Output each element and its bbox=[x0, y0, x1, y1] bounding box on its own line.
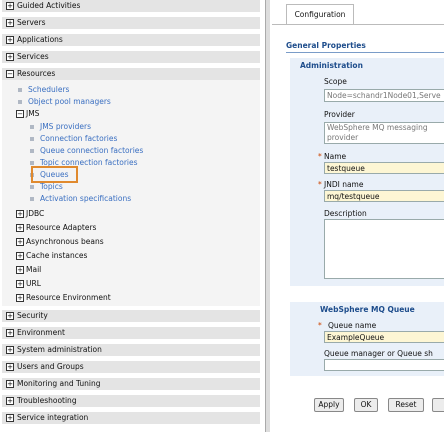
scope-field: Node=schandr1Node01,Serve bbox=[324, 89, 444, 102]
nav-servers[interactable]: + Servers bbox=[2, 17, 260, 30]
nav-jms[interactable]: JMS bbox=[26, 109, 40, 118]
ok-button[interactable]: OK bbox=[354, 398, 378, 412]
jndi-name-input[interactable]: mq/testqueue bbox=[324, 190, 444, 202]
required-marker: * bbox=[318, 321, 322, 330]
nav-services[interactable]: + Services bbox=[2, 51, 260, 64]
expand-icon[interactable]: + bbox=[7, 2, 13, 10]
expand-icon[interactable]: + bbox=[7, 19, 13, 27]
apply-button[interactable]: Apply bbox=[314, 398, 344, 412]
pane-divider[interactable] bbox=[265, 0, 270, 432]
expand-icon[interactable]: + bbox=[17, 280, 23, 288]
expand-icon[interactable]: + bbox=[7, 346, 13, 354]
nav-queues[interactable]: Queues bbox=[40, 170, 69, 179]
description-label: Description bbox=[324, 209, 367, 218]
bullet-icon bbox=[30, 149, 34, 153]
nav-jms-providers[interactable]: JMS providers bbox=[40, 122, 91, 131]
bullet-icon bbox=[18, 88, 22, 92]
nav-object-pool-managers[interactable]: Object pool managers bbox=[28, 97, 111, 106]
expand-icon[interactable]: + bbox=[7, 312, 13, 320]
nav-schedulers[interactable]: Schedulers bbox=[28, 85, 70, 94]
nav-monitoring-and-tuning[interactable]: + Monitoring and Tuning bbox=[2, 378, 260, 391]
expand-icon[interactable]: + bbox=[7, 53, 13, 61]
required-marker: * bbox=[318, 152, 322, 161]
expand-icon[interactable]: + bbox=[17, 210, 23, 218]
expand-icon[interactable]: + bbox=[17, 238, 23, 246]
nav-system-administration[interactable]: + System administration bbox=[2, 344, 260, 357]
bullet-icon bbox=[30, 125, 34, 129]
nav-resources[interactable]: − Resources bbox=[2, 68, 260, 81]
bullet-icon bbox=[30, 161, 34, 165]
websphere-mq-queue-heading: WebSphere MQ Queue bbox=[320, 305, 415, 314]
collapse-icon[interactable]: − bbox=[7, 70, 13, 78]
collapse-icon[interactable]: − bbox=[17, 110, 23, 118]
bullet-icon bbox=[30, 197, 34, 201]
expand-icon[interactable]: + bbox=[7, 380, 13, 388]
expand-icon[interactable]: + bbox=[17, 252, 23, 260]
nav-activation-specifications[interactable]: Activation specifications bbox=[40, 194, 132, 203]
provider-field: WebSphere MQ messaging provider bbox=[324, 122, 444, 144]
general-properties-heading: General Properties bbox=[286, 41, 366, 50]
nav-environment[interactable]: + Environment bbox=[2, 327, 260, 340]
required-marker: * bbox=[318, 180, 322, 189]
expand-icon[interactable]: + bbox=[7, 397, 13, 405]
nav-url[interactable]: URL bbox=[26, 279, 41, 288]
expand-icon[interactable]: + bbox=[17, 294, 23, 302]
nav-mail[interactable]: Mail bbox=[26, 265, 42, 274]
nav-troubleshooting[interactable]: + Troubleshooting bbox=[2, 395, 260, 408]
queue-name-input[interactable]: ExampleQueue bbox=[324, 331, 444, 343]
nav-users-and-groups[interactable]: + Users and Groups bbox=[2, 361, 260, 374]
description-textarea[interactable] bbox=[324, 219, 444, 279]
bullet-icon bbox=[18, 100, 22, 104]
administration-heading: Administration bbox=[300, 61, 363, 70]
nav-topic-connection-factories[interactable]: Topic connection factories bbox=[40, 158, 138, 167]
reset-button[interactable]: Reset bbox=[388, 398, 424, 412]
queue-manager-input[interactable] bbox=[324, 359, 444, 371]
queue-name-label: Queue name bbox=[328, 321, 377, 330]
nav-queue-connection-factories[interactable]: Queue connection factories bbox=[40, 146, 144, 155]
heading-rule bbox=[286, 52, 444, 53]
expand-icon[interactable]: + bbox=[7, 363, 13, 371]
cancel-button[interactable] bbox=[432, 398, 444, 412]
bullet-icon bbox=[30, 137, 34, 141]
expand-icon[interactable]: + bbox=[7, 414, 13, 422]
expand-icon[interactable]: + bbox=[17, 266, 23, 274]
configuration-panel bbox=[272, 0, 444, 432]
name-label: Name bbox=[324, 152, 347, 161]
nav-security[interactable]: + Security bbox=[2, 310, 260, 323]
scope-label: Scope bbox=[324, 77, 347, 86]
expand-icon[interactable]: + bbox=[7, 36, 13, 44]
nav-connection-factories[interactable]: Connection factories bbox=[40, 134, 118, 143]
tab-configuration[interactable]: Configuration bbox=[286, 4, 354, 25]
nav-cache-instances[interactable]: Cache instances bbox=[26, 251, 88, 260]
nav-service-integration[interactable]: + Service integration bbox=[2, 412, 260, 425]
nav-resource-adapters[interactable]: Resource Adapters bbox=[26, 223, 97, 232]
expand-icon[interactable]: + bbox=[7, 329, 13, 337]
tab-underline bbox=[272, 24, 444, 25]
nav-guided-activities[interactable]: + Guided Activities bbox=[2, 0, 260, 13]
nav-asynchronous-beans[interactable]: Asynchronous beans bbox=[26, 237, 104, 246]
jndi-name-label: JNDI name bbox=[324, 180, 364, 189]
expand-icon[interactable]: + bbox=[17, 224, 23, 232]
provider-label: Provider bbox=[324, 110, 355, 119]
name-input[interactable]: testqueue bbox=[324, 162, 444, 174]
nav-topics[interactable]: Topics bbox=[40, 182, 63, 191]
nav-jdbc[interactable]: JDBC bbox=[26, 209, 45, 218]
nav-applications[interactable]: + Applications bbox=[2, 34, 260, 47]
queue-manager-label: Queue manager or Queue sh bbox=[324, 349, 433, 358]
bullet-icon bbox=[30, 185, 34, 189]
nav-resource-environment[interactable]: Resource Environment bbox=[26, 293, 111, 302]
queues-highlight bbox=[31, 166, 78, 183]
